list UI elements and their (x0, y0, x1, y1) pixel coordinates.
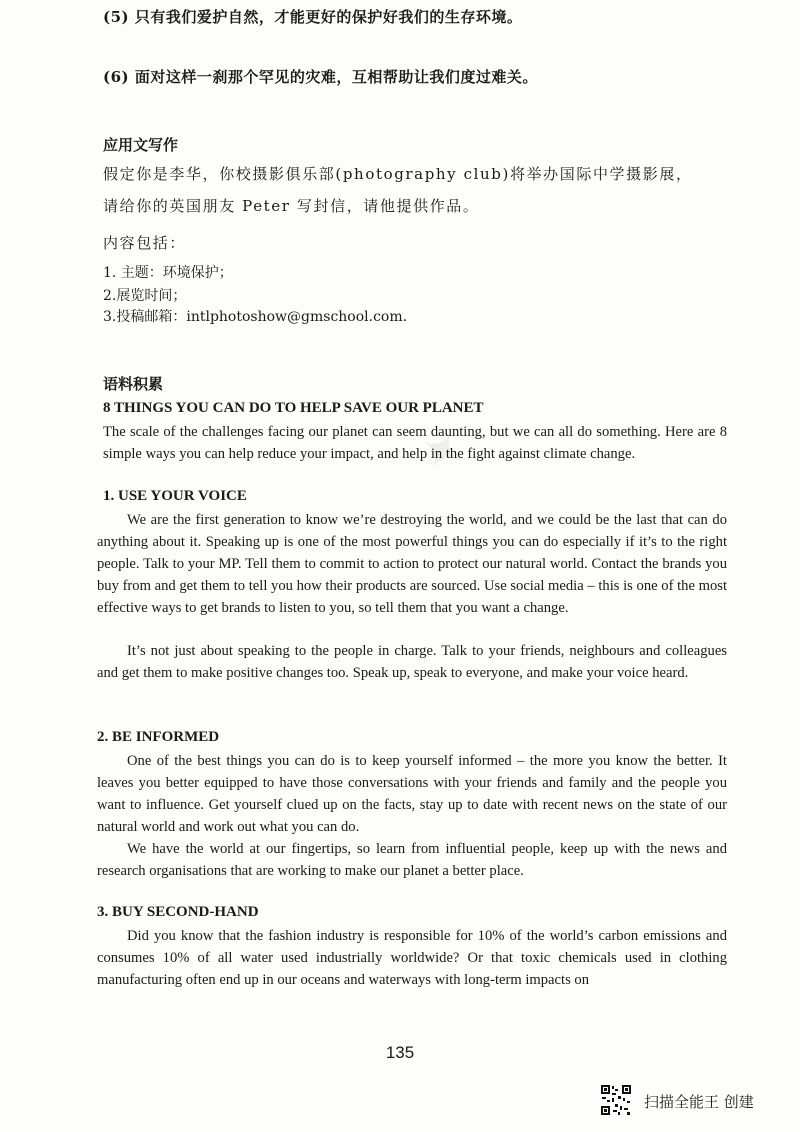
corpus-heading: 语料积累 (103, 375, 164, 393)
writing-item-3: 3.投稿邮箱：intlphotoshow@gmschool.com. (103, 309, 408, 325)
article-title: 8 THINGS YOU CAN DO TO HELP SAVE OUR PLANET (103, 400, 484, 416)
section-2-paragraph-2-text: We have the world at our fingertips, so learn from influential people, keep up with the news and research organisations that are working to make our planet a better place. (97, 841, 727, 879)
writing-line-1: 假定你是李华，你校摄影俱乐部(photography club)将举办国际中学摄影展， (103, 165, 693, 183)
section-2-paragraph-1-text: One of the best things you can do is to keep yourself informed – the more you know the better. It leaves you better equipped to have those conversations with your friends and family and the people you want to influence. Get yourself clued up on the facts, stay up to date with recent news on the state of our natural world and work out what you can do. (97, 753, 727, 835)
page-number: 135 (385, 1043, 415, 1062)
writing-content-label: 内容包括： (103, 234, 187, 252)
section-title-3: 3. BUY SECOND-HAND (97, 904, 259, 920)
writing-item-2: 2.展览时间； (103, 288, 187, 304)
section-3-paragraph-1 (97, 925, 727, 991)
article-intro: The scale of the challenges facing our planet can seem daunting, but we can all do something. Here are 8 simple ways you can help reduce your impact, and help in the fight against climate change. (103, 424, 727, 462)
sentence-5: (5) 只有我们爱护自然，才能更好的保护好我们的生存环境。 (103, 8, 523, 26)
scanner-label: 扫描全能王 创建 (644, 1093, 754, 1111)
section-2-paragraph-2 (97, 838, 727, 882)
section-2-paragraph-1 (97, 750, 727, 838)
scanner-footer (600, 1084, 790, 1118)
section-1-paragraph-2-text: It’s not just about speaking to the people in charge. Talk to your friends, neighbours and colleagues and get them to make positive changes too. Speak up, speak to everyone, and make your voice heard. (97, 643, 727, 681)
section-1-paragraph-1 (97, 509, 727, 619)
section-1-paragraph-1-text: We are the first generation to know we’re destroying the world, and we could be the last that can do anything about it. Speaking up is one of the most powerful things you can do especially if it’s to the right people. Talk to your MP. Tell them to commit to action to protect our natural world. Contact the brands you buy from and get them to tell you how their products are sourced. Use social media – this is one of the most effective ways to get brands to listen to you, so tell them that you want a change. (97, 512, 727, 616)
writing-heading: 应用文写作 (103, 136, 179, 154)
sentence-6: (6) 面对这样一刹那个罕见的灾难，互相帮助让我们度过难关。 (103, 68, 538, 86)
section-title-2: 2. BE INFORMED (97, 729, 220, 745)
watermark: ✦ (405, 417, 481, 486)
section-title-1: 1. USE YOUR VOICE (103, 488, 247, 504)
section-1-paragraph-2 (97, 640, 727, 684)
qr-code-icon (600, 1084, 632, 1116)
writing-line-2: 请给你的英国朋友 Peter 写封信，请他提供作品。 (103, 197, 480, 215)
section-3-paragraph-1-text: Did you know that the fashion industry is responsible for 10% of the world’s carbon emissions and consumes 10% of all water used industrially worldwide? Or that toxic chemicals used in clothing manufacturing often end up in our oceans and waterways with long-term impacts on (97, 928, 727, 988)
writing-item-1: 1. 主题：环境保护； (103, 265, 233, 281)
